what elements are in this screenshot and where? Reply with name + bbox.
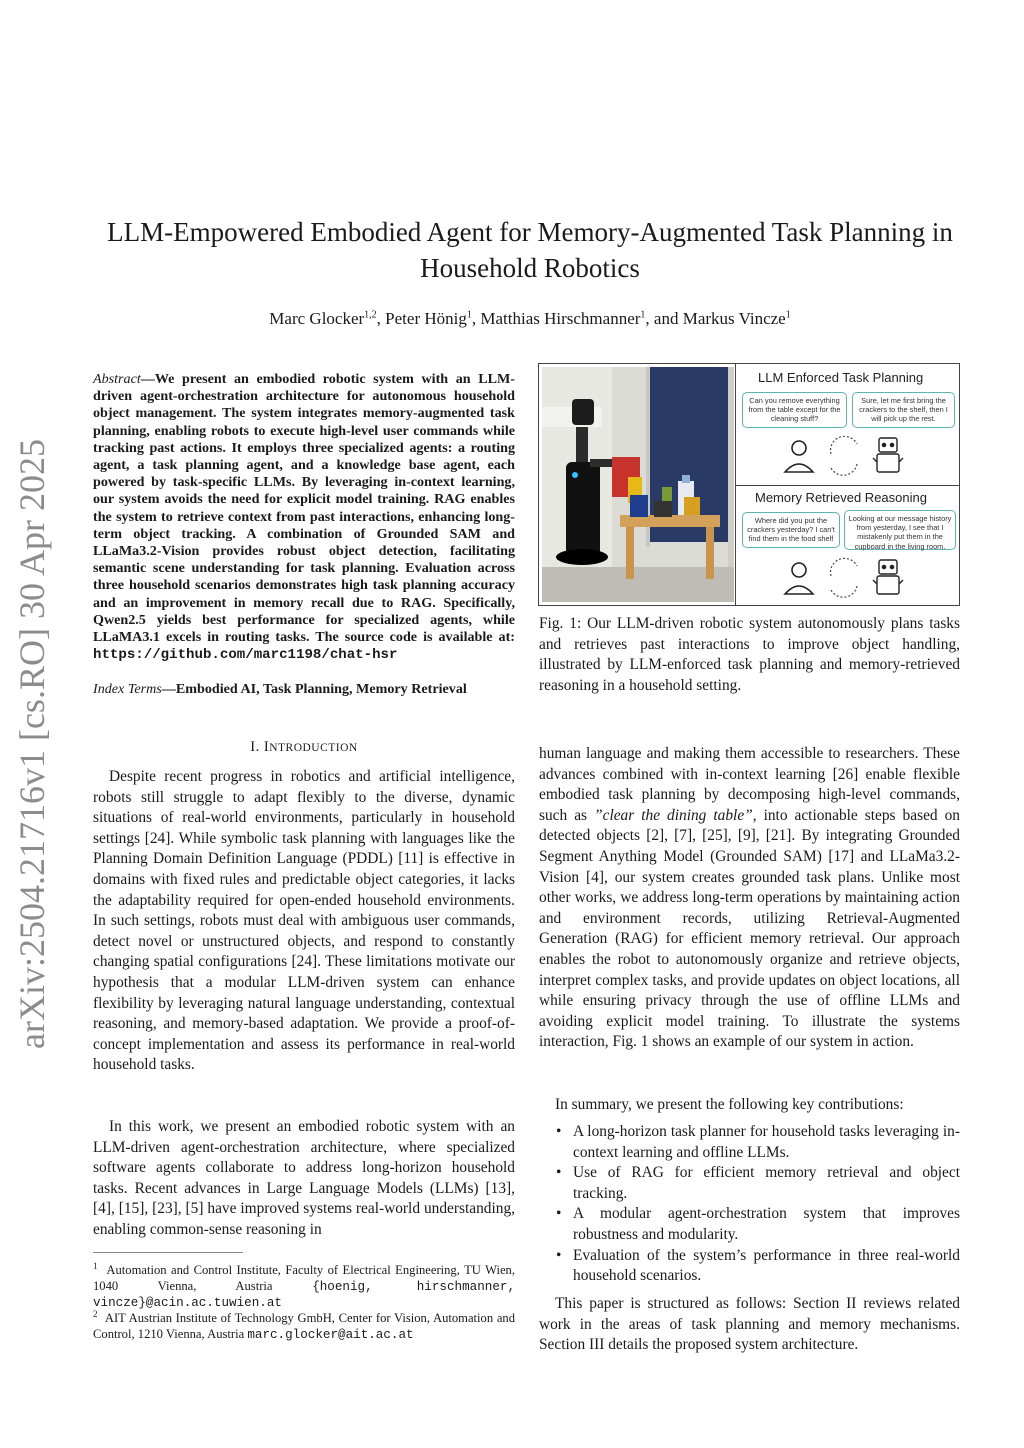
robot-speech-bubble: Sure, let me first bring the crackers to the shelf, then I will pick up the rest. xyxy=(852,392,955,428)
intro-paragraph-2: In this work, we present an embodied robotic system with an LLM-driven agent-orchestration architecture, where specialized software agents collaborate to address long-horizon household tasks. Recent advances in Large Language Models (LLMs) [13], [4], [15], [23], [5] have improved systems real-world understanding, enabling common-sense reasoning in xyxy=(93,1118,515,1238)
footnote-1 xyxy=(93,1259,515,1312)
section-title-rest: NTRODUCTION xyxy=(269,742,358,754)
author-affiliation: 1 xyxy=(466,309,472,321)
footnote-rule xyxy=(93,1252,243,1253)
abstract-text: We present an embodied robotic system with an LLM-driven agent-orchestration architecture for autonomous household object management. The system integrates memory-augmented task planning, enabling robots to execute high-level user commands while tracking past actions. It employs three specialized agents: a routing agent, a task planning agent, and a knowledge base agent, each powered by task-specific LLMs. By leveraging in-context learning, our system avoids the need for explicit model training. RAG enables the system to retrieve context from past interactions, enhancing long-term object tracking. A combination of Grounded SAM and LLaMa3.2-Vision provides robust object detection, facilitating semantic scene understanding for task planning. Evaluation across three household scenarios demonstrates high task planning accuracy and an improvement in memory recall due to RAG. Specifically, Qwen2.5 yields best performance for specialized agents, while LLaMA3.1 excels in routing tasks. The source code is available at: xyxy=(93,371,515,646)
author-name: Peter Hönig xyxy=(385,309,467,328)
figure-divider-horizontal xyxy=(736,485,960,486)
abstract-label: Abstract xyxy=(93,371,141,387)
source-code-link[interactable]: https://github.com/marc1198/chat-hsr xyxy=(93,647,398,664)
example-command-quote: ”clear the dining table” xyxy=(594,806,753,824)
cycle-arrow-icon xyxy=(831,436,857,454)
list-item-text: Use of RAG for efficient memory retrieval and object tracking. xyxy=(573,1164,960,1202)
footnote-text: AIT Austrian Institute of Technology GmbH, Center for Vision, Automation and Control, 1210 Vienna, Austria xyxy=(93,1311,516,1341)
footnote-mark: 1 xyxy=(93,1261,98,1271)
intro-paragraph-1: Despite recent progress in robotics and artificial intelligence, robots still struggle to adapt flexibly to the diverse, dynamic situations of real-world environments, particularly in household settings [24]. While symbolic task planning with languages like the Planning Domain Definition Language (PDDL) [11] is effective in domains with fixed rules and predictable object categories, it lacks the adaptability required for open-ended household environments. In such settings, robots must deal with ambiguous user commands, detect novel or unstructured objects, and respond to constantly changing spatial configurations [24]. These limitations motivate our hypothesis that a modular LLM-driven system can enhance flexibility by leveraging natural language understanding, contextual reasoning, and memory-based adaptation. We provide a proof-of-concept implementation and assess its performance in real-world household tasks. xyxy=(93,768,515,1074)
author-affiliation: 1,2 xyxy=(364,309,377,321)
section-number: I. xyxy=(250,739,264,755)
panel-title-memory-reasoning: Memory Retrieved Reasoning xyxy=(755,490,927,505)
paragraph-text: human language and making them accessible to researchers. These advances combined with in-context learning [26] enable flexible embodied task planning by decomposing high-level commands, such as xyxy=(539,745,960,824)
user-speech-bubble: Can you remove everything from the table except for the cleaning stuff? xyxy=(742,392,847,428)
bullet-icon: • xyxy=(556,1205,562,1223)
contributions-intro: In summary, we present the following key contributions: xyxy=(555,1096,904,1113)
bullet-icon: • xyxy=(556,1123,562,1140)
abstract-dash: — xyxy=(140,371,155,387)
panel-title-task-planning: LLM Enforced Task Planning xyxy=(758,370,924,385)
author-separator: , and xyxy=(645,309,683,328)
section-initial: I xyxy=(263,739,270,755)
author-name: Marc Glocker xyxy=(269,309,365,328)
index-terms-dash: — xyxy=(161,681,176,697)
author-list xyxy=(120,309,940,329)
user-speech-bubble: Where did you put the crackers yesterday? I can't find them in the food shelf xyxy=(742,512,840,548)
paper-title: LLM-Empowered Embodied Agent for Memory-Augmented Task Planning in Household Robotics xyxy=(107,217,953,283)
figure-1-caption xyxy=(539,614,960,696)
index-terms-text: Embodied AI, Task Planning, Memory Retrieval xyxy=(175,681,467,697)
arxiv-identifier-stamp: arXiv:2504.21716v1 [cs.RO] 30 Apr 2025 xyxy=(12,439,52,1049)
robot-speech-bubble: Looking at our message history from yesterday, I see that I mistakenly put them in the cupboard in the living room. xyxy=(844,510,956,550)
footnote-text: Automation and Control Institute, Faculty of Electrical Engineering, TU Wien, 1040 Vienna, Austria xyxy=(93,1263,515,1293)
user-robot-memory-icons xyxy=(769,556,939,602)
author-name: Markus Vincze xyxy=(682,309,786,328)
list-item xyxy=(539,1246,960,1287)
author-separator: , xyxy=(376,309,386,328)
footnote-mark: 2 xyxy=(93,1309,98,1319)
paper-structure-paragraph: This paper is structured as follows: Section II reviews related work in the areas of task planning and memory mechanisms. Section III details the proposed system architecture. xyxy=(539,1295,960,1354)
cycle-arrow-icon xyxy=(831,558,857,576)
bullet-icon: • xyxy=(556,1164,562,1182)
author-separator: , xyxy=(471,309,481,328)
author-name: Matthias Hirschmanner xyxy=(480,309,641,328)
index-terms xyxy=(93,681,515,698)
list-item xyxy=(539,1163,960,1204)
caption-label: Fig. 1: xyxy=(539,615,582,632)
figure-1 xyxy=(538,363,960,606)
index-terms-label: Index Terms xyxy=(93,681,162,697)
section-heading-introduction xyxy=(93,739,515,756)
contributions-list xyxy=(539,1122,960,1287)
paragraph-text: , into actionable steps based on detected objects [2], [7], [25], [9], [21]. By integrating Grounded Segment Anything Model (Grounded SAM) [17] and LLaMa3.2-Vision [4], our system creates grounded task plans. Unlike most other works, we address long-term operations by maintaining action and environment records, utilizing Retrieval-Augmented Generation (RAG) for efficient memory retrieval. Our approach enables the robot to autonomously organize and retrieve objects, interpret complex tasks, and provide updates on object locations, all while ensuring privacy through the use of offline LLMs and avoiding explicit model training. To illustrate the systems interaction, Fig. 1 shows an example of our system in action. xyxy=(539,806,960,1051)
footnote-email[interactable]: {hoenig, hirschmanner, vincze}@acin.ac.tuwien.at xyxy=(93,1279,515,1311)
footnote-email[interactable]: marc.glocker@ait.ac.at xyxy=(247,1327,414,1342)
robot-icon xyxy=(873,560,903,594)
list-item-text: A modular agent-orchestration system that improves robustness and modularity. xyxy=(573,1205,960,1243)
robot-icon xyxy=(873,438,903,472)
list-item-text: A long-horizon task planner for household tasks leveraging in-context learning and offline LLMs. xyxy=(573,1123,960,1161)
person-icon xyxy=(785,441,813,472)
footnote-2 xyxy=(93,1307,515,1343)
right-column-paragraph-1 xyxy=(539,744,960,1053)
author-affiliation: 1 xyxy=(785,309,791,321)
abstract xyxy=(93,371,515,664)
list-item-text: Evaluation of the system’s performance in three real-world household scenarios. xyxy=(573,1246,960,1285)
author-affiliation: 1 xyxy=(640,309,646,321)
list-item xyxy=(539,1122,960,1163)
robot-scene-illustration xyxy=(542,367,734,602)
person-icon xyxy=(785,563,813,594)
user-robot-dialogue-icons xyxy=(769,434,939,480)
list-item xyxy=(539,1204,960,1245)
bullet-icon: • xyxy=(556,1246,562,1264)
caption-text: Our LLM-driven robotic system autonomously plans tasks and retrieves past interactions to improve object handling, illustrated by LLM-enforced task planning and memory-retrieved reasoning in a household setting. xyxy=(539,615,960,694)
robot-scene-photo xyxy=(542,367,734,602)
